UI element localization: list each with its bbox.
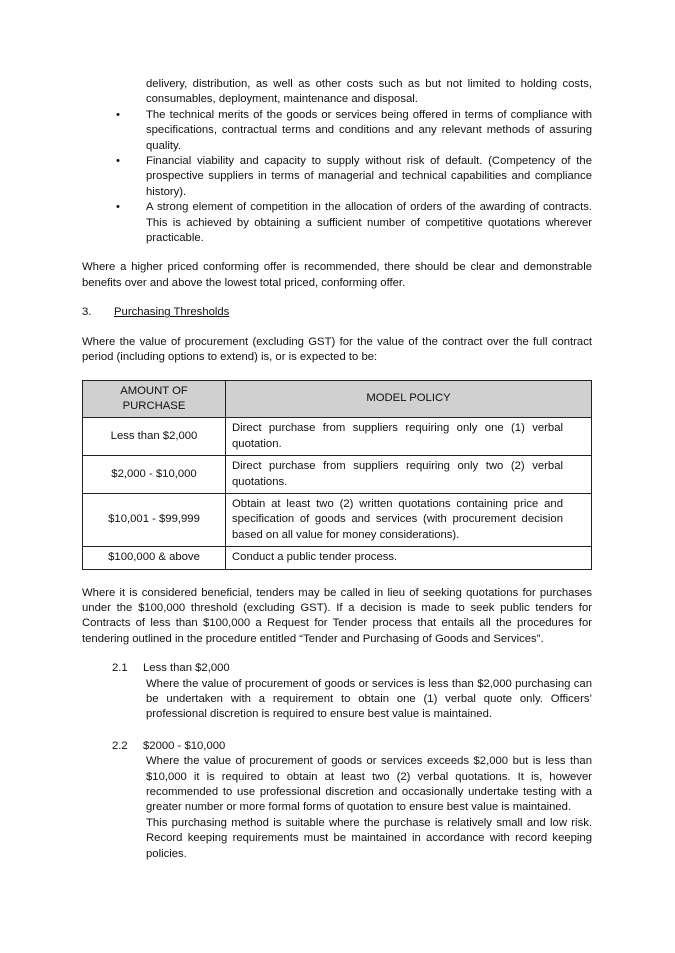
bullet-icon: • <box>116 201 120 214</box>
bullet-text: A strong element of competition in the allocation of orders of the awarding of contracts. This is achieved by obtaining a sufficient number of competitive quotations wherever practicable. <box>146 201 592 245</box>
subsection-2-1 <box>112 661 592 723</box>
bullet-icon: • <box>116 155 120 168</box>
bullet-text: Financial viability and capacity to supply without risk of default. (Competency of the prospective suppliers in terms of managerial and technical capabilities and compliance history). <box>146 155 592 198</box>
section-title: Purchasing Thresholds <box>114 306 230 319</box>
bullet-text: The technical merits of the goods or services being offered in terms of compliance with specifications, contractual terms and conditions and any relevant methods of assuring quality. <box>146 108 592 152</box>
subsection-2-2 <box>112 739 592 862</box>
bullet-item <box>82 200 592 246</box>
bullet-item <box>82 154 592 200</box>
subsection-title: $2000 - $10,000 <box>143 739 226 752</box>
subsection-heading <box>112 739 592 754</box>
policy-cell: Direct purchase from suppliers requiring only two (2) verbal quotations. <box>226 456 592 494</box>
higher-priced-paragraph: Where a higher priced conforming offer is recommended, there should be clear and demonstrable benefits over and above the lowest total priced, conforming offer. <box>82 261 592 289</box>
header-amount: AMOUNT OF PURCHASE <box>83 380 226 418</box>
subsection-body: Where the value of procurement of goods or services is less than $2,000 purchasing can be undertaken with a requirement to obtain one (1) verbal quote only. Officers’ professional discretion is required to ensure best value is maintained. <box>146 677 592 721</box>
subsection-body-continued: This purchasing method is suitable where the purchase is relatively small and low risk. Record keeping requirements must be maintained in accordance with record keeping policies. <box>146 816 592 860</box>
policy-cell: Obtain at least two (2) written quotations containing price and specification of goods and services (with procurement decision based on all value for money considerations). <box>226 493 592 546</box>
tenders-paragraph: Where it is considered beneficial, tenders may be called in lieu of seeking quotations for purchases under the $100,000 threshold (excluding GST). If a decision is made to seek public tenders for Contracts of less than $100,000 a Request for Tender process that entails all the procedures for tendering outlined in the procedure entitled “Tender and Purchasing of Goods and Services”. <box>82 586 592 645</box>
policy-cell: Direct purchase from suppliers requiring only one (1) verbal quotation. <box>226 418 592 456</box>
subsection-heading <box>112 661 592 676</box>
intro-continuation: delivery, distribution, as well as other costs such as but not limited to holding costs, consumables, deployment, maintenance and disposal. <box>146 78 592 106</box>
section-intro: Where the value of procurement (excluding GST) for the value of the contract over the full contract period (including options to extend) is, or is expected to be: <box>82 335 592 364</box>
table-header-row <box>83 380 592 418</box>
amount-cell: Less than $2,000 <box>83 418 226 456</box>
document-page <box>82 77 592 862</box>
bullet-item <box>82 108 592 154</box>
purchasing-threshold-table <box>82 380 592 570</box>
amount-cell: $2,000 - $10,000 <box>83 456 226 494</box>
table-row <box>83 456 592 494</box>
table-row <box>83 493 592 546</box>
criteria-bullet-list <box>82 108 592 247</box>
subsection-number: 2.1 <box>112 662 128 675</box>
subsection-body: Where the value of procurement of goods or services exceeds $2,000 but is less than $10,000 it is required to obtain at least two (2) verbal quotations. It is, however recommended to use professional discretion and occasionally undertake testing with a greater number or more formal forms of quotation to ensure best value is maintained. <box>146 755 592 814</box>
amount-cell: $10,001 - $99,999 <box>83 493 226 546</box>
subsection-title: Less than $2,000 <box>143 662 230 675</box>
section-heading <box>82 305 592 320</box>
table-row <box>83 547 592 569</box>
bullet-icon: • <box>116 108 120 121</box>
header-policy: MODEL POLICY <box>226 380 592 418</box>
section-number: 3. <box>82 306 92 319</box>
subsection-number: 2.2 <box>112 739 128 752</box>
amount-cell: $100,000 & above <box>83 547 226 569</box>
policy-cell: Conduct a public tender process. <box>226 547 592 569</box>
table-row <box>83 418 592 456</box>
